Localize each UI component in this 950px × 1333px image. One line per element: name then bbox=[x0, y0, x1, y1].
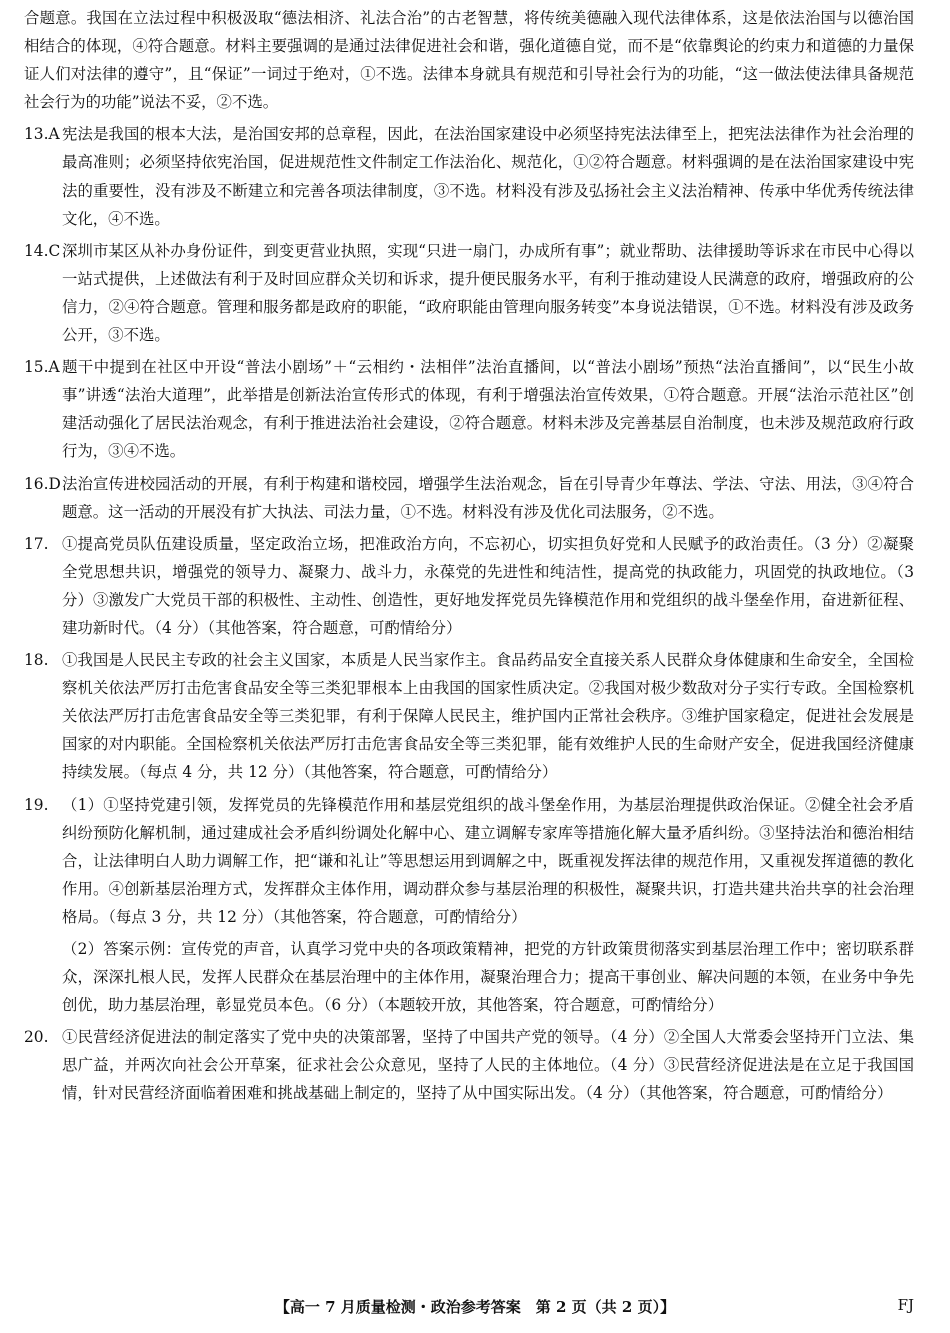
item-number: 15.A bbox=[24, 358, 60, 377]
answer-item-14 bbox=[24, 237, 914, 349]
answer-content bbox=[24, 4, 914, 1108]
answer-item-16 bbox=[24, 470, 914, 526]
item-number: 20. bbox=[24, 1028, 49, 1047]
item-text: ①我国是人民民主专政的社会主义国家，本质是人民当家作主。食品药品安全直接关系人民群众身体健康和生命安全，全国检察机关依法严厉打击危害食品安全等三类犯罪根本上由我国的国家性质决定。②我国对极少数敌对分子实行专政。全国检察机关依法严厉打击危害食品安全等三类犯罪，有利于保障人民民主，维护国内正常社会秩序。③维护国家稳定，促进社会发展是国家的对内职能。全国检察机关依法严厉打击危害食品安全等三类犯罪，能有效维护人民的生命财产安全，促进我国经济健康持续发展。（每点 4 分，共 12 分）（其他答案，符合题意，可酌情给分） bbox=[62, 651, 914, 782]
item-text: ①提高党员队伍建设质量，坚定政治立场，把准政治方向，不忘初心，切实担负好党和人民赋予的政治责任。（3 分）②凝聚全党思想共识，增强党的领导力、凝聚力、战斗力，永葆党的先进性和纯洁性，提高党的执政能力，巩固党的执政地位。（3 分）③激发广大党员干部的积极性、主动性、创造性，更好地发挥党员先锋模范作用和党组织的战斗堡垒作用，奋进新征程、建功新时代。（4 分）（其他答案，符合题意，可酌情给分） bbox=[62, 534, 914, 637]
answer-item-18 bbox=[24, 646, 914, 786]
item-part-2: （2）答案示例：宣传党的声音，认真学习党中央的各项政策精神，把党的方针政策贯彻落实到基层治理工作中；密切联系群众，深深扎根人民，发挥人民群众在基层治理中的主体作用，凝聚治理合力；提高干事创业、解决问题的本领，在业务中争先创优，助力基层治理，彰显党员本色。（6 分）（本题较开放，其他答案，符合题意，可酌情给分） bbox=[62, 940, 914, 1015]
item-number: 16.D bbox=[24, 474, 61, 493]
item-number: 19. bbox=[24, 795, 49, 814]
item-12-continuation: 合题意。我国在立法过程中积极汲取“德法相济、礼法合治”的古老智慧，将传统美德融入现代法律体系，这是依法治国与以德治国相结合的体现，④符合题意。材料主要强调的是通过法律促进社会和谐，强化道德自觉，而不是“依靠舆论的约束力和道德的力量保证人们对法律的遵守”，且“保证”一词过于绝对，①不选。法律本身就具有规范和引导社会行为的功能，“这一做法使法律具备规范社会行为的功能”说法不妥，②不选。 bbox=[24, 9, 914, 112]
item-text: 宪法是我国的根本大法，是治国安邦的总章程，因此，在法治国家建设中必须坚持宪法法律至上，把宪法法律作为社会治理的最高准则；必须坚持依宪治国，促进规范性文件制定工作法治化、规范化，①②符合题意。材料强调的是在法治国家建设中宪法的重要性，没有涉及不断建立和完善各项法律制度，③不选。材料没有涉及弘扬社会主义法治精神、传承中华优秀传统法律文化，④不选。 bbox=[62, 125, 914, 228]
item-text: 题干中提到在社区中开设“普法小剧场”＋“云相约・法相伴”法治直播间，以“普法小剧场”预热“法治直播间”，以“民生小故事”讲透“法治大道理”，此举措是创新法治宣传形式的体现，有利于增强法治宣传效果，①符合题意。开展“法治示范社区”创建活动强化了居民法治观念，有利于推进法治社会建设，②符合题意。材料未涉及完善基层自治制度，也未涉及规范政府行政行为，③④不选。 bbox=[62, 358, 914, 461]
item-text: ①民营经济促进法的制定落实了党中央的决策部署，坚持了中国共产党的领导。（4 分）②全国人大常委会坚持开门立法、集思广益，并两次向社会公开草案，征求社会公众意见，坚持了人民的主体地位。（4 分）③民营经济促进法是在立足于我国国情，针对民营经济面临着困难和挑战基础上制定的，坚持了从中国实际出发。（4 分）（其他答案，符合题意，可酌情给分） bbox=[62, 1028, 914, 1103]
answer-item-20 bbox=[24, 1023, 914, 1107]
footer-code: FJ bbox=[897, 1296, 914, 1314]
item-body bbox=[62, 791, 914, 1020]
answer-item-19 bbox=[24, 791, 914, 1020]
item-text: 法治宣传进校园活动的开展，有利于构建和谐校园，增强学生法治观念，旨在引导青少年尊法、学法、守法、用法，③④符合题意。这一活动的开展没有扩大执法、司法力量，①不选。材料没有涉及优化司法服务，②不选。 bbox=[62, 474, 914, 521]
footer-title: 【高一 7 月质量检测・政治参考答案 第 2 页（共 2 页）】 bbox=[274, 1298, 676, 1316]
answer-item-15 bbox=[24, 353, 914, 465]
item-number: 17. bbox=[24, 534, 49, 553]
item-text: 深圳市某区从补办身份证件，到变更营业执照，实现“只进一扇门，办成所有事”；就业帮助、法律援助等诉求在市民中心得以一站式提供，上述做法有利于及时回应群众关切和诉求，提升便民服务水平，有利于推动建设人民满意的政府，增强政府的公信力，②④符合题意。管理和服务都是政府的职能，“政府职能由管理向服务转变”本身说法错误，①不选。材料没有涉及政务公开，③不选。 bbox=[62, 241, 914, 345]
item-number: 14.C bbox=[24, 241, 61, 260]
item-number: 18. bbox=[24, 651, 49, 670]
answer-item-17 bbox=[24, 530, 914, 642]
item-number: 13.A bbox=[24, 125, 60, 144]
answer-item-13 bbox=[24, 120, 914, 232]
item-part-1: （1）①坚持党建引领，发挥党员的先锋模范作用和基层党组织的战斗堡垒作用，为基层治理提供政治保证。②健全社会矛盾纠纷预防化解机制，通过建成社会矛盾纠纷调处化解中心、建立调解专家库等措施化解大量矛盾纠纷。③坚持法治和德治相结合，让法律明白人助力调解工作，把“谦和礼让”等思想运用到调解之中，既重视发挥法律的规范作用，又重视发挥道德的教化作用。④创新基层治理方式，发挥群众主体作用，调动群众参与基层治理的积极性，凝聚共识，打造共建共治共享的社会治理格局。（每点 3 分，共 12 分）（其他答案，符合题意，可酌情给分） bbox=[62, 795, 914, 926]
page-footer bbox=[0, 1296, 950, 1326]
